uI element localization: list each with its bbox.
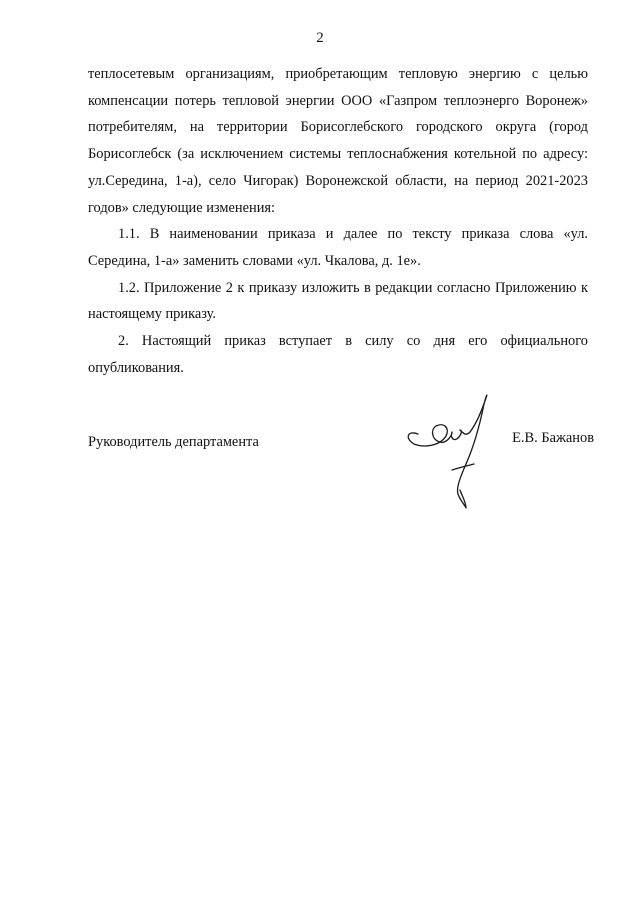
signature-block <box>88 390 600 520</box>
paragraph-item-1-1: 1.1. В наименовании приказа и далее по тексту приказа слова «ул. Середина, 1-а» заменить словами «ул. Чкалова, д. 1е». <box>88 226 588 269</box>
document-body <box>88 61 588 381</box>
handwritten-signature <box>400 390 500 518</box>
paragraph-item-1-2: 1.2. Приложение 2 к приказу изложить в редакции согласно Приложению к настоящему приказу. <box>88 279 588 323</box>
paragraph-item-2: 2. Настоящий приказ вступает в силу со дня его официального опубликования. <box>88 333 588 376</box>
paragraph-continuation: теплосетевым организациям, приобретающим тепловую энергию с целью компенсации потерь тепловой энергии ООО «Газпром теплоэнерго Воронеж» потребителям, на территории Борисоглебского городского округа (город Борисоглебск (за исключением системы теплоснабжения котельной по адресу: ул.Середина, 1-а), село Чигорак) Воронежской области, на период 2021-2023 годов» следующие изменения: <box>88 66 588 216</box>
signer-name: Е.В. Бажанов <box>512 430 594 446</box>
signer-position: Руководитель департамента <box>88 434 259 450</box>
page-number: 2 <box>316 30 324 46</box>
